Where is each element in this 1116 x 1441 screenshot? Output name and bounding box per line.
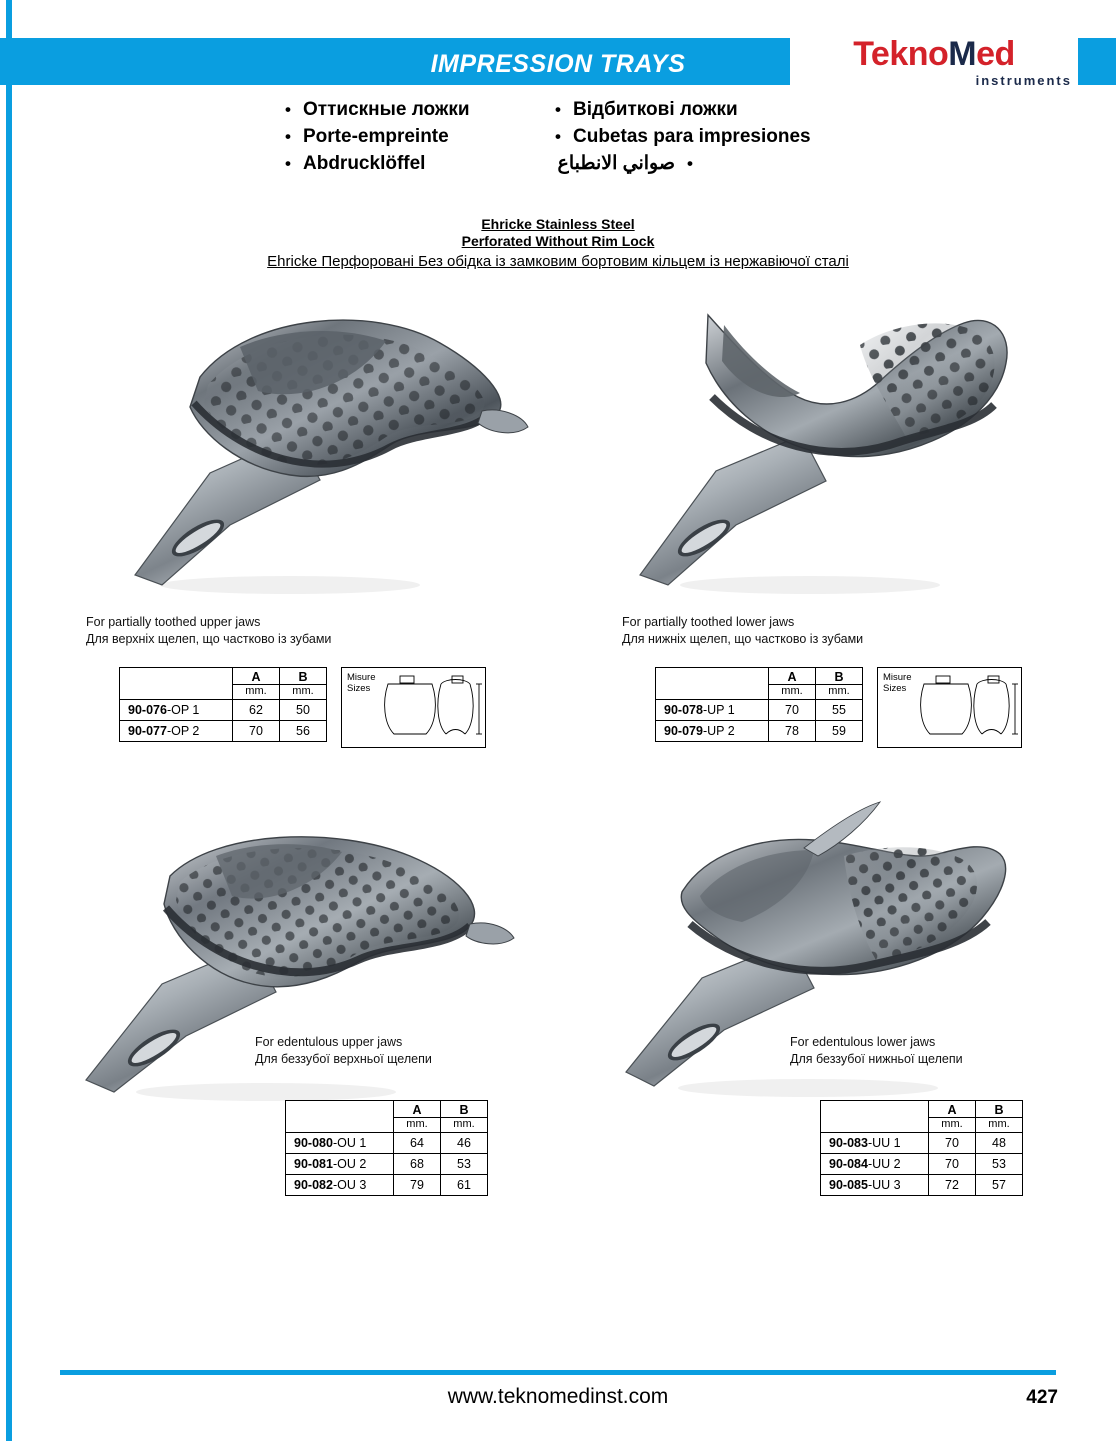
cell-b: 61 <box>441 1175 488 1196</box>
header-unit-b: mm. <box>441 1118 488 1133</box>
table-header-row <box>286 1101 488 1118</box>
section-heading-line-2: Perforated Without Rim Lock <box>461 233 655 249</box>
language-item-es: • Cubetas para impresiones <box>555 123 895 150</box>
cell-a: 70 <box>769 700 816 721</box>
code-suffix: -UP 1 <box>702 703 735 717</box>
cell-a: 70 <box>233 721 280 742</box>
cell-code <box>656 700 769 721</box>
code-suffix: -OU 3 <box>332 1178 367 1192</box>
cell-b: 53 <box>976 1154 1023 1175</box>
cell-code <box>821 1175 929 1196</box>
cell-a: 70 <box>929 1154 976 1175</box>
code-bold: 90-083 <box>829 1136 868 1150</box>
cell-a: 70 <box>929 1133 976 1154</box>
spec-table-upper-partial <box>119 667 327 742</box>
cell-a: 68 <box>394 1154 441 1175</box>
table-row <box>821 1133 1023 1154</box>
caption-upper-edentulous-en: For edentulous upper jaws <box>255 1035 403 1049</box>
header-code-blank <box>821 1101 929 1133</box>
code-suffix: -OP 2 <box>166 724 200 738</box>
table-row <box>821 1154 1023 1175</box>
header-col-a: A <box>394 1101 441 1118</box>
code-bold: 90-078 <box>664 703 703 717</box>
header-col-a: A <box>929 1101 976 1118</box>
header-code-blank <box>120 668 233 700</box>
caption-lower-partial-uk: Для нижніх щелеп, що частково із зубами <box>622 632 864 646</box>
cell-code <box>821 1133 929 1154</box>
code-suffix: -UU 2 <box>867 1157 901 1171</box>
cell-b: 57 <box>976 1175 1023 1196</box>
code-suffix: -OP 1 <box>166 703 200 717</box>
code-bold: 90-077 <box>128 724 167 738</box>
header-code-blank <box>286 1101 394 1133</box>
table-header-row <box>656 668 863 685</box>
product-image-lower-partial <box>620 285 1040 595</box>
language-item-ru: • Оттискные ложки <box>285 96 555 123</box>
header-unit-a: mm. <box>929 1118 976 1133</box>
cell-b: 56 <box>280 721 327 742</box>
footer-divider <box>60 1370 1056 1375</box>
language-item-de: • Abdrucklöffel <box>285 150 555 177</box>
caption-lower-edentulous-uk: Для беззубої нижньої щелепи <box>790 1052 963 1066</box>
header-code-blank <box>656 668 769 700</box>
spec-table-upper-edentulous <box>285 1100 488 1196</box>
code-bold: 90-080 <box>294 1136 333 1150</box>
cell-code <box>821 1154 929 1175</box>
table-row <box>286 1154 488 1175</box>
code-bold: 90-079 <box>664 724 703 738</box>
header-unit-b: mm. <box>816 685 863 700</box>
caption-lower-edentulous-en: For edentulous lower jaws <box>790 1035 936 1049</box>
cell-code <box>120 700 233 721</box>
code-bold: 90-085 <box>829 1178 868 1192</box>
table-row <box>656 721 863 742</box>
cell-code <box>286 1154 394 1175</box>
code-suffix: -OU 1 <box>332 1136 367 1150</box>
cell-b: 48 <box>976 1133 1023 1154</box>
header-col-b: B <box>816 668 863 685</box>
cell-b: 59 <box>816 721 863 742</box>
caption-upper-edentulous-uk: Для беззубої верхньої щелепи <box>255 1052 432 1066</box>
header-unit-a: mm. <box>233 685 280 700</box>
language-list <box>285 96 905 177</box>
language-column-1 <box>285 96 555 177</box>
size-diagram-label <box>883 672 912 694</box>
table-row <box>286 1175 488 1196</box>
code-suffix: -UP 2 <box>702 724 735 738</box>
section-heading-line-3: Ehricke Перфоровані Без обідка із замковим бортовим кільцем із нержавіючої сталі <box>267 253 849 270</box>
cell-code <box>120 721 233 742</box>
header-unit-a: mm. <box>394 1118 441 1133</box>
cell-code <box>286 1175 394 1196</box>
table-row <box>120 700 327 721</box>
footer-website-url[interactable]: www.teknomedinst.com <box>447 1385 669 1408</box>
logo-wordmark <box>853 34 1015 73</box>
language-item-uk: • Відбиткові ложки <box>555 96 895 123</box>
table-header-row <box>120 668 327 685</box>
cell-b: 53 <box>441 1154 488 1175</box>
logo-part-ed: ed <box>976 34 1015 73</box>
logo-subtitle: instruments <box>975 72 1072 88</box>
spec-table-lower-edentulous <box>820 1100 1023 1196</box>
code-suffix: -OU 2 <box>332 1157 367 1171</box>
table-row <box>656 700 863 721</box>
table-header-row <box>821 1101 1023 1118</box>
code-bold: 90-081 <box>294 1157 333 1171</box>
table-row <box>120 721 327 742</box>
cell-a: 62 <box>233 700 280 721</box>
code-bold: 90-082 <box>294 1178 333 1192</box>
size-diagram-label-line2: Sizes <box>883 683 907 694</box>
header-col-a: A <box>233 668 280 685</box>
code-suffix: -UU 1 <box>867 1136 901 1150</box>
spec-table-lower-partial <box>655 667 863 742</box>
section-heading-line-1: Ehricke Stainless Steel <box>481 216 635 232</box>
caption-upper-partial-uk: Для верхніх щелеп, що частково із зубами <box>86 632 332 646</box>
caption-upper-partial-en: For partially toothed upper jaws <box>86 615 261 629</box>
cell-a: 64 <box>394 1133 441 1154</box>
section-heading <box>0 216 1116 272</box>
cell-a: 72 <box>929 1175 976 1196</box>
size-diagram-label-line1: Misure <box>347 672 376 683</box>
size-diagram-label-line1: Misure <box>883 672 912 683</box>
cell-b: 46 <box>441 1133 488 1154</box>
language-column-2 <box>555 96 895 177</box>
code-bold: 90-084 <box>829 1157 868 1171</box>
code-bold: 90-076 <box>128 703 167 717</box>
header-unit-b: mm. <box>280 685 327 700</box>
caption-lower-partial-en: For partially toothed lower jaws <box>622 615 795 629</box>
header-col-b: B <box>280 668 327 685</box>
cell-code <box>656 721 769 742</box>
page-title: IMPRESSION TRAYS <box>430 50 686 78</box>
brand-logo <box>790 34 1078 90</box>
header-col-b: B <box>976 1101 1023 1118</box>
cell-a: 79 <box>394 1175 441 1196</box>
size-diagram-lower-partial <box>877 667 1022 748</box>
cell-b: 55 <box>816 700 863 721</box>
size-diagram-label-line2: Sizes <box>347 683 371 694</box>
product-image-upper-partial <box>90 285 530 595</box>
language-item-ar: • صواني الانطباع <box>555 150 693 177</box>
header-unit-a: mm. <box>769 685 816 700</box>
logo-part-m: M <box>948 34 977 73</box>
header-col-b: B <box>441 1101 488 1118</box>
header-col-a: A <box>769 668 816 685</box>
header-unit-b: mm. <box>976 1118 1023 1133</box>
size-diagram-upper-partial <box>341 667 486 748</box>
table-row <box>286 1133 488 1154</box>
page-number: 427 <box>1026 1387 1058 1408</box>
cell-b: 50 <box>280 700 327 721</box>
cell-code <box>286 1133 394 1154</box>
size-diagram-label <box>347 672 376 694</box>
language-item-fr: • Porte-empreinte <box>285 123 555 150</box>
code-suffix: -UU 3 <box>867 1178 901 1192</box>
logo-part-tekno: Tekno <box>853 34 949 73</box>
cell-a: 78 <box>769 721 816 742</box>
table-row <box>821 1175 1023 1196</box>
